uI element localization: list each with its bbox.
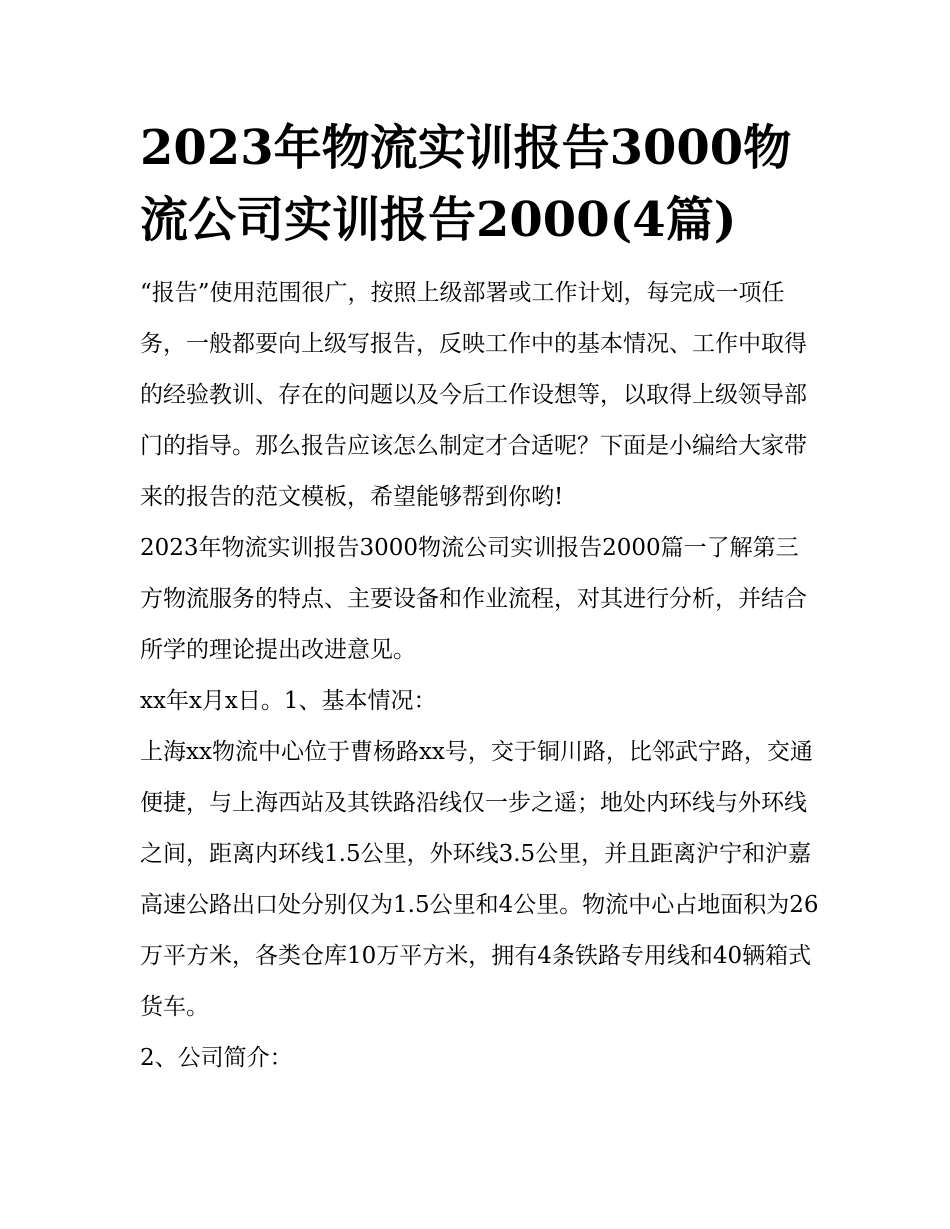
paragraph-article-one: 2023年物流实训报告3000物流公司实训报告2000篇一了解第三方物流服务的特点、主要设备和作业流程，对其进行分析，并结合所学的理论提出改进意见。 (140, 535, 807, 663)
paragraph-company-heading: 2、公司简介： (140, 1045, 293, 1071)
paragraph-date-basic-info: xx年x月x日。1、基本情况： (140, 688, 437, 714)
paragraph-intro: “报告”使用范围很广，按照上级部署或工作计划，每完成一项任务，一般都要向上级写报告，反映工作中的基本情况、工作中取得的经验教训、存在的问题以及今后工作设想等，以取得上级领导部门的指导。那么报告应该怎么制定才合适呢？下面是小编给大家带来的报告的范文模板，希望能够帮到你哟! (140, 280, 807, 510)
document-page (140, 112, 820, 1084)
document-title: 2023年物流实训报告3000物流公司实训报告2000(4篇) (140, 120, 792, 248)
paragraph-location: 上海xx物流中心位于曹杨路xx号，交于铜川路，比邻武宁路，交通便捷，与上海西站及其铁路沿线仅一步之遥；地处内环线与外环线之间，距离内环线1.5公里，外环线3.5公里，并且距离沪宁和沪嘉高速公路出口处分别仅为1.5公里和4公里。物流中心占地面积为26万平方米，各类仓库10万平方米，拥有4条铁路专用线和40辆箱式货车。 (140, 739, 819, 1020)
